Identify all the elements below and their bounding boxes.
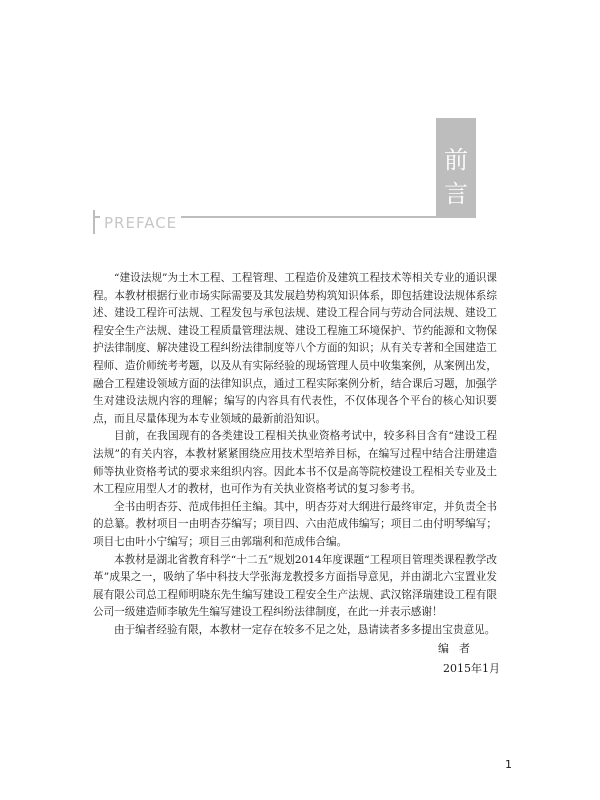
signature-date: 2015年1月 [443,662,500,675]
corner-mark [93,210,95,234]
title-char-2: 言 [444,180,468,208]
paragraph-4: 本教材是湖北省教育科学“十二五”规划2014年度课题“工程项目管理类课程教学改革”成果之一，吸纳了华中科技大学张海龙教授多方面指导意见，并由湖北六宝置业发展有限公司总工程师明晓东先生编写建设工程安全生产法规、武汉铭泽瑞建设工程有限公司一级建造师李敏先生编写建设工程纠纷法律制度，在此一并表示感谢！ [93,553,497,619]
title-block [436,118,476,218]
paragraph-3: 全书由明杏芬、范成伟担任主编。其中，明杏芬对大纲进行最终审定，并负责全书的总纂。教材项目一由明杏芬编写；项目四、六由范成伟编写；项目二由付明琴编写；项目七由叶小宁编写；项目三由郭瑞利和范成伟合编。 [93,500,497,548]
paragraph-2: 目前，在我国现有的各类建设工程相关执业资格考试中，较多科目含有“建设工程法规”的有关内容，本教材紧紧围绕应用技术型培养目标，在编写过程中结合注册建造师等执业资格考试的要求来组织内容。因此本书不仅是高等院校建设工程相关专业及土木工程应用型人才的教材，也可作为有关执业资格考试的复习参考书。 [93,430,497,496]
author-signature: 编者 [438,642,480,655]
preface-label: PREFACE [100,214,181,232]
paragraph-1: “建设法规”为土木工程、工程管理、工程造价及建筑工程技术等相关专业的通识课程。本教材根据行业市场实际需要及其发展趋势构筑知识体系，即包括建设法规体系综述、建设工程许可法规、工程发包与承包法规、建设工程合同与劳动合同法规、建设工程安全生产法规、建设工程质量管理法规、建设工程施工环境保护、节约能源和文物保护法律制度、解决建设工程纠纷法律制度等八个方面的知识；从有关专著和全国建造工程师、造价师统考考题，以及从有实际经验的现场管理人员中收集案例，从案例出发，融合工程建设领域方面的法律知识点，通过工程实际案例分析，结合课后习题，加强学生对建设法规内容的理解；编写的内容具有代表性，不仅体现各个平台的核心知识要点，而且尽量体现为本专业领域的最新前沿知识。 [93,272,497,425]
paragraph-5: 由于编者经验有限，本教材一定存在较多不足之处，恳请读者多多提出宝贵意见。 [114,623,496,636]
page-number: 1 [505,758,512,771]
title-char-1: 前 [444,146,468,174]
preface-body [93,270,497,639]
signature-block [404,640,500,676]
